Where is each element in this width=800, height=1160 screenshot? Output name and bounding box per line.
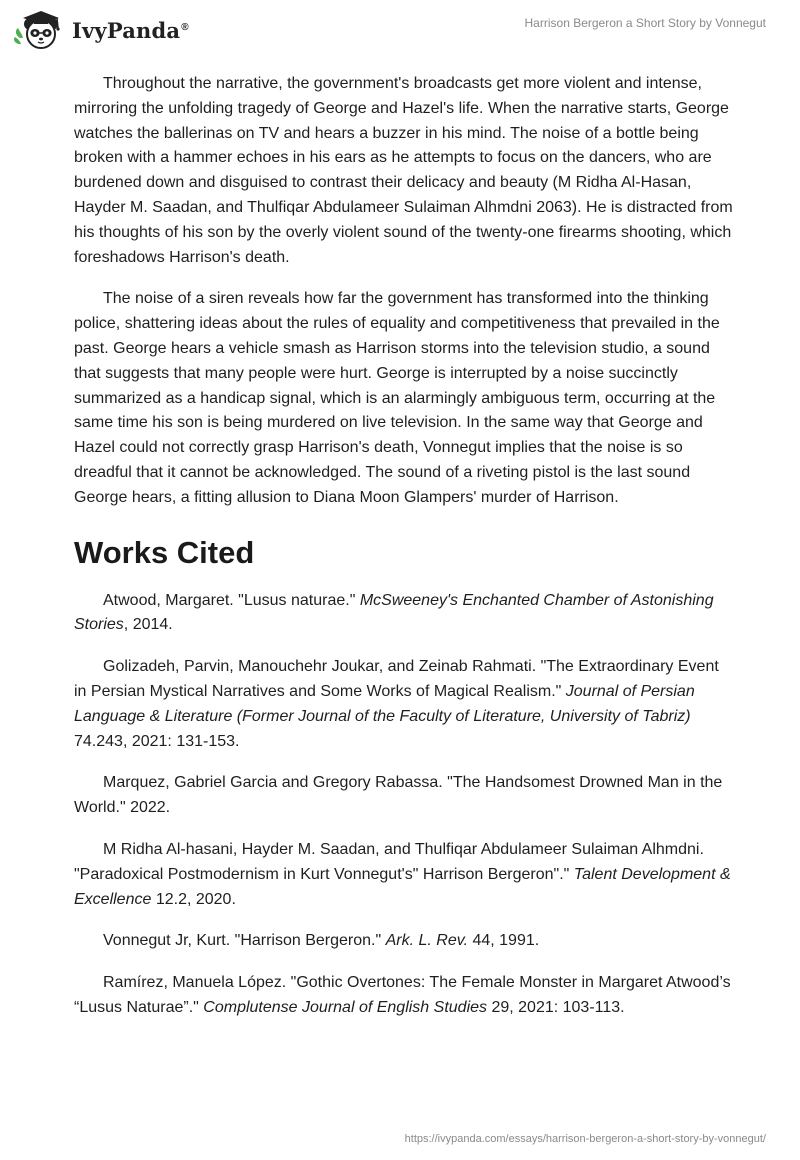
citation-entry: M Ridha Al-hasani, Hayder M. Saadan, and Thulfiqar Abdulameer Sulaiman Alhmdni. "Paradoxical Postmodernism in Kurt Vonnegut's" Harrison Bergeron"." Talent Development & Excellence 12.2, 2020. — [74, 840, 731, 908]
essay-content — [74, 72, 734, 1038]
body-paragraph: Throughout the narrative, the government's broadcasts get more violent and intense, mirroring the unfolding tragedy of George and Hazel's life. When the narrative starts, George watches the ballerinas on TV and hears a buzzer in his mind. The noise of a bottle being broken with a hammer echoes in his ears as he attempts to focus on the dancers, who are burdened down and disguised to contrast their delicacy and beauty (M Ridha Al-Hasan, Hayder M. Saadan, and Thulfiqar Abdulameer Sulaiman Alhmdni 2063). He is distracted from his thoughts of his son by the overly violent sound of the twenty-one firearms shooting, which foreshadows Harrison's death. — [74, 75, 733, 266]
panda-icon — [14, 8, 66, 52]
source-url[interactable]: https://ivypanda.com/essays/harrison-bergeron-a-short-story-by-vonnegut/ — [404, 1133, 766, 1145]
citation-entry: Vonnegut Jr, Kurt. "Harrison Bergeron." Ark. L. Rev. 44, 1991. — [103, 932, 540, 950]
page-header — [0, 0, 800, 60]
document-title: Harrison Bergeron a Short Story by Vonnegut — [524, 16, 766, 30]
body-paragraph: The noise of a siren reveals how far the government has transformed into the thinking police, shattering ideas about the rules of equality and competitiveness that prevailed in the past. George hears a vehicle smash as Harrison storms into the television studio, a sound that suggests that many people were hurt. George is interrupted by a noise succinctly summarized as a handicap signal, which is an alarmingly ambiguous term, occurring at the same time his son is being murdered on live television. In the same way that George and Hazel could not correctly grasp Harrison's death, Vonnegut implies that the noise is so dreadful that it cannot be acknowledged. The sound of a riveting pistol is the last sound George hears, a fitting allusion to Diana Moon Glampers' murder of Harrison. — [74, 290, 720, 506]
works-cited-heading: Works Cited — [74, 534, 255, 570]
citation-entry: Marquez, Gabriel Garcia and Gregory Rabassa. "The Handsomest Drowned Man in the World." 2022. — [74, 774, 723, 817]
citation-entry: Ramírez, Manuela López. "Gothic Overtones: The Female Monster in Margaret Atwood’s “Lusus Naturae”." Complutense Journal of English Studies 29, 2021: 103-113. — [74, 974, 731, 1016]
ivypanda-logo[interactable] — [14, 8, 189, 52]
citation-entry: Golizadeh, Parvin, Manouchehr Joukar, and Zeinab Rahmati. "The Extraordinary Event in Persian Mystical Narratives and Some Works of Magical Realism." Journal of Persian Language & Literature (Former Journal of the Faculty of Literature, University of Tabriz) 74.243, 2021: 131-153. — [74, 658, 719, 750]
logo-text: IvyPanda® — [72, 17, 189, 43]
citation-entry: Atwood, Margaret. "Lusus naturae." McSweeney's Enchanted Chamber of Astonishing Stories, 2014. — [74, 591, 714, 634]
